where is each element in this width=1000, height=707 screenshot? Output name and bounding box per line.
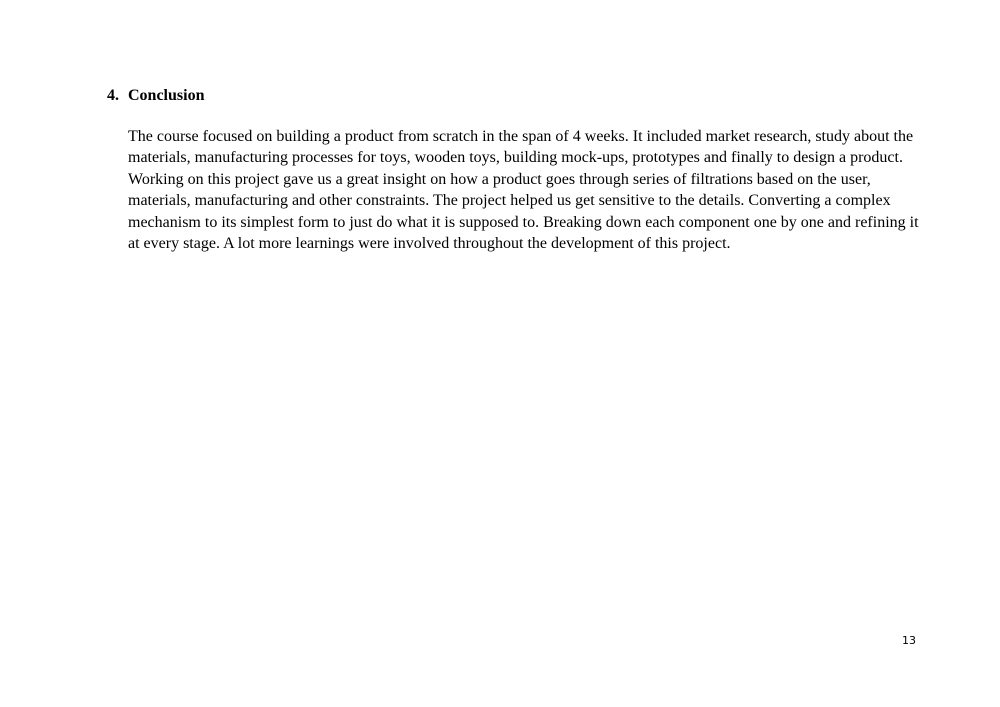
conclusion-body [128,126,928,254]
page-number: 13 [902,634,916,647]
paragraph-project-learnings: Working on this project gave us a great insight on how a product goes through series of filtrations based on the user, materials, manufacturing and other constraints. The project helped us get sensitive to the details. Converting a complex mechanism to its simplest form to just do what it is supposed to. Breaking down each component one by one and refining it at every stage. A lot more learnings were involved throughout the development of this project. [128,170,919,253]
section-heading [107,86,204,106]
section-title: Conclusion [128,87,205,104]
paragraph-course-summary: The course focused on building a product from scratch in the span of 4 weeks. It included market research, study about the materials, manufacturing processes for toys, wooden toys, building mock-ups, prototypes and finally to design a product. [128,128,914,167]
section-number: 4. [107,87,119,104]
